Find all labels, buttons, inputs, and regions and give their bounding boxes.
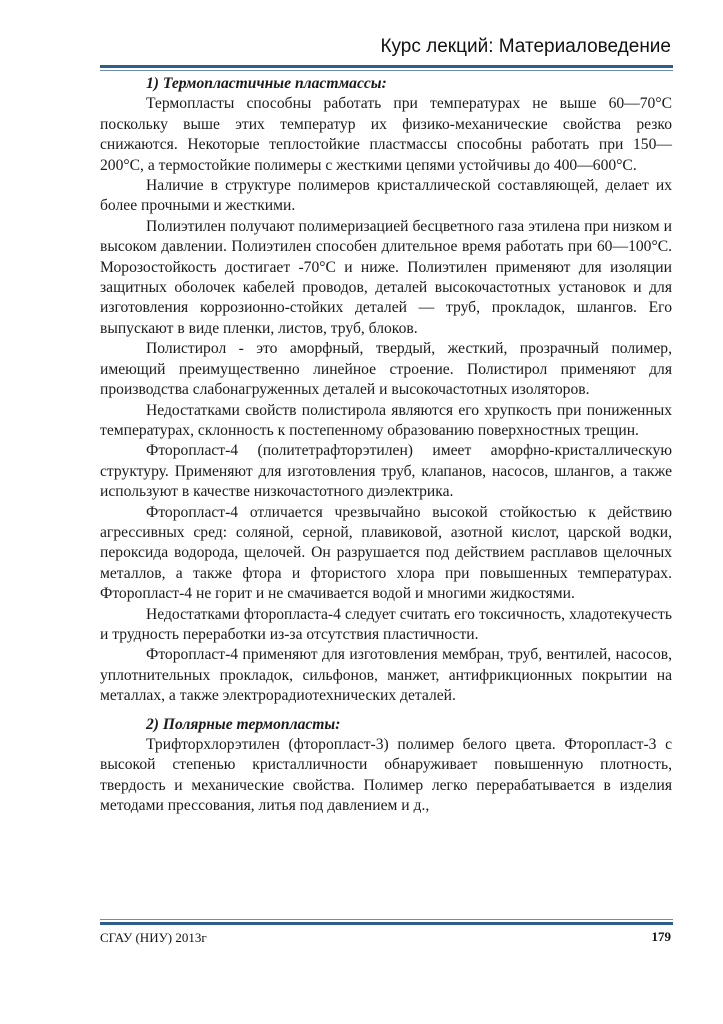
footer-rule-thick	[100, 922, 673, 925]
paragraph: Наличие в структуре полимеров кристаллической составляющей, делает их более прочными и жесткими.	[100, 177, 672, 215]
page-number: 179	[651, 929, 671, 944]
paragraph: Недостатками фторопласта-4 следует считать его токсичность, хладотекучесть и трудность переработки из-за отсутствия пластичности.	[100, 605, 672, 643]
paragraph: Полистирол - это аморфный, твердый, жесткий, прозрачный полимер, имеющий преимущественно линейное строение. Полистирол применяют для производства слабонагруженных деталей и высокочастотных изоляторов.	[100, 340, 672, 399]
paragraph: Трифторхлорэтилен (фторопласт-3) полимер белого цвета. Фторопласт-3 с высокой степенью кристалличности обнаруживает повышенную плотность, твердость и механические свойства. Полимер легко перерабатывается в изделия методами прессования, литья под давлением и д.,	[100, 736, 672, 815]
paragraph: Недостатками свойств полистирола являются его хрупкость при пониженных температурах, склонность к постепенному образованию поверхностных трещин.	[100, 401, 672, 439]
footer-rule-thin	[100, 919, 673, 920]
paragraph: Полиэтилен получают полимеризацией бесцветного газа этилена при низком и высоком давлении. Полиэтилен способен длительное время работать при 60—100°С. Морозостойкость достигает -70°С и ниже. Полиэтилен применяют для изоляции защитных оболочек кабелей проводов, деталей высокочастотных установок и для изготовления коррозионно-стойких деталей — труб, прокладок, шлангов. Его выпускают в виде пленки, листов, труб, блоков.	[100, 217, 672, 337]
paragraph: Фторопласт-4 (политетрафторэтилен) имеет аморфно-кристаллическую структуру. Применяют для изготовления труб, клапанов, насосов, шлангов, а также используют в качестве низкочастотного диэлектрика.	[100, 442, 672, 501]
paragraph: Фторопласт-4 отличается чрезвычайно высокой стойкостью к действию агрессивных сред: соляной, серной, плавиковой, азотной кислот, царской водки, пероксида водорода, щелочей. Он разрушается под действием расплавов щелочных металлов, а также фтора и фтористого хлора при повышенных температурах. Фторопласт-4 не горит и не смачивается водой и многими жидкостями.	[100, 503, 672, 603]
running-header-title: Курс лекций: Материаловедение	[380, 36, 671, 57]
section-heading-polar-thermoplastics: 2) Полярные термопласты:	[146, 715, 341, 733]
paragraph: Фторопласт-4 применяют для изготовления мембран, труб, вентилей, насосов, уплотнительных прокладок, сильфонов, манжет, антифрикционных покрытии на металлах, а также электрорадиотехнических деталей.	[100, 646, 672, 705]
page-body	[100, 74, 672, 817]
section-heading-thermoplastics: 1) Термопластичные пластмассы:	[146, 75, 387, 92]
paragraph: Термопласты способны работать при температурах не выше 60—70°С поскольку выше этих температур их физико-механические свойства резко снижаются. Некоторые теплостойкие пластмассы способны работать при 150—200°С, а термостойкие полимеры с жесткими цепями устойчивы до 400—600°С.	[100, 95, 672, 174]
header-rule-thin	[100, 70, 673, 71]
footer-institution: СГАУ (НИУ) 2013г	[100, 930, 207, 945]
header-rule-thick	[100, 65, 673, 68]
